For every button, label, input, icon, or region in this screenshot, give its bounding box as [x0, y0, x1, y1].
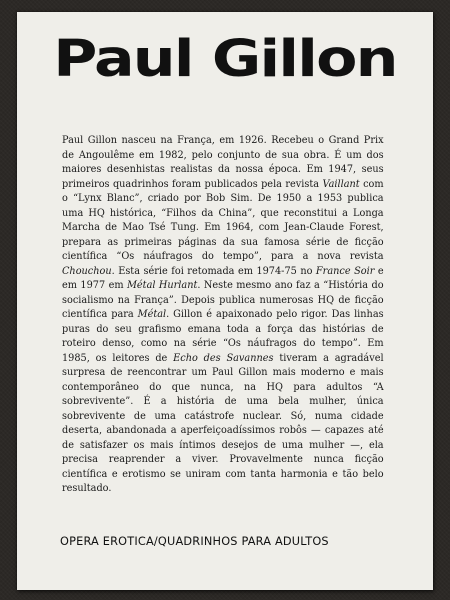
- author-title: Paul Gillon: [53, 30, 397, 89]
- biography-italic-title: Métal Hurlant: [126, 280, 198, 291]
- biography-text: . Gillon é apaixonado pelo rigor. Das linhas puras do seu grafismo emana toda a força das histórias de roteiro denso, como na série “Os náufragos do tempo”. Em 1985, os leitores de: [62, 309, 384, 364]
- biography-italic-title: Vaillant: [322, 178, 360, 190]
- biography-text: Paul Gillon nasceu na França, em 1926. Recebeu o Grand Prix de Angoulême em 1982, pelo conjunto de sua obra. É um dos maiores desenhistas realistas da nossa época. Em 1947, seus primeiros quadrinhos foram publicados pela revista: [62, 135, 384, 190]
- biography-text: . Neste mesmo ano faz a “História do socialismo na França”. Depois publica numerosas HQ de ficção científica para: [62, 280, 384, 320]
- biography-text: com o “Lynx Blanc”, criado por Bob Sim. De 1950 a 1953 publica uma HQ histórica, “Filhos da China”, que reconstitui a Longa Marcha de Mao Tsé Tung. Em 1964, com Jean-Claude Forest, prepara as primeiras páginas da sua famosa série de ficção científica “Os náufragos do tempo”, para a nova revista: [62, 178, 384, 262]
- series-label: OPERA EROTICA/QUADRINHOS PARA ADULTOS: [60, 535, 329, 548]
- biography-italic-title: Echo des Savannes: [173, 352, 274, 364]
- author-biography: [62, 134, 384, 497]
- biography-italic-title: France Soir: [315, 265, 375, 277]
- biography-text: e em 1977 em: [62, 265, 384, 291]
- book-back-cover: [17, 12, 433, 590]
- biography-text: tiveram a agradável surpresa de reencontrar um Paul Gillon mais moderno e mais contemporâneo do que nunca, na HQ para adultos “A sobrevivente”. É a história de uma bela mulher, única sobrevivente de uma catástrofe nuclear. Só, numa cidade deserta, abandonada a aperfeiçoadíssimos robôs — capazes até de satisfazer os mais íntimos desejos de uma mulher —, ela precisa reaprender a viver. Provavelmente nunca ficção científica e erotismo se uniram com tanta harmonia e tão belo resultado.: [62, 352, 384, 494]
- biography-italic-title: Chouchou: [62, 265, 112, 277]
- biography-text: . Esta série foi retomada em 1974-75 no: [111, 265, 316, 277]
- biography-italic-title: Métal: [137, 309, 167, 320]
